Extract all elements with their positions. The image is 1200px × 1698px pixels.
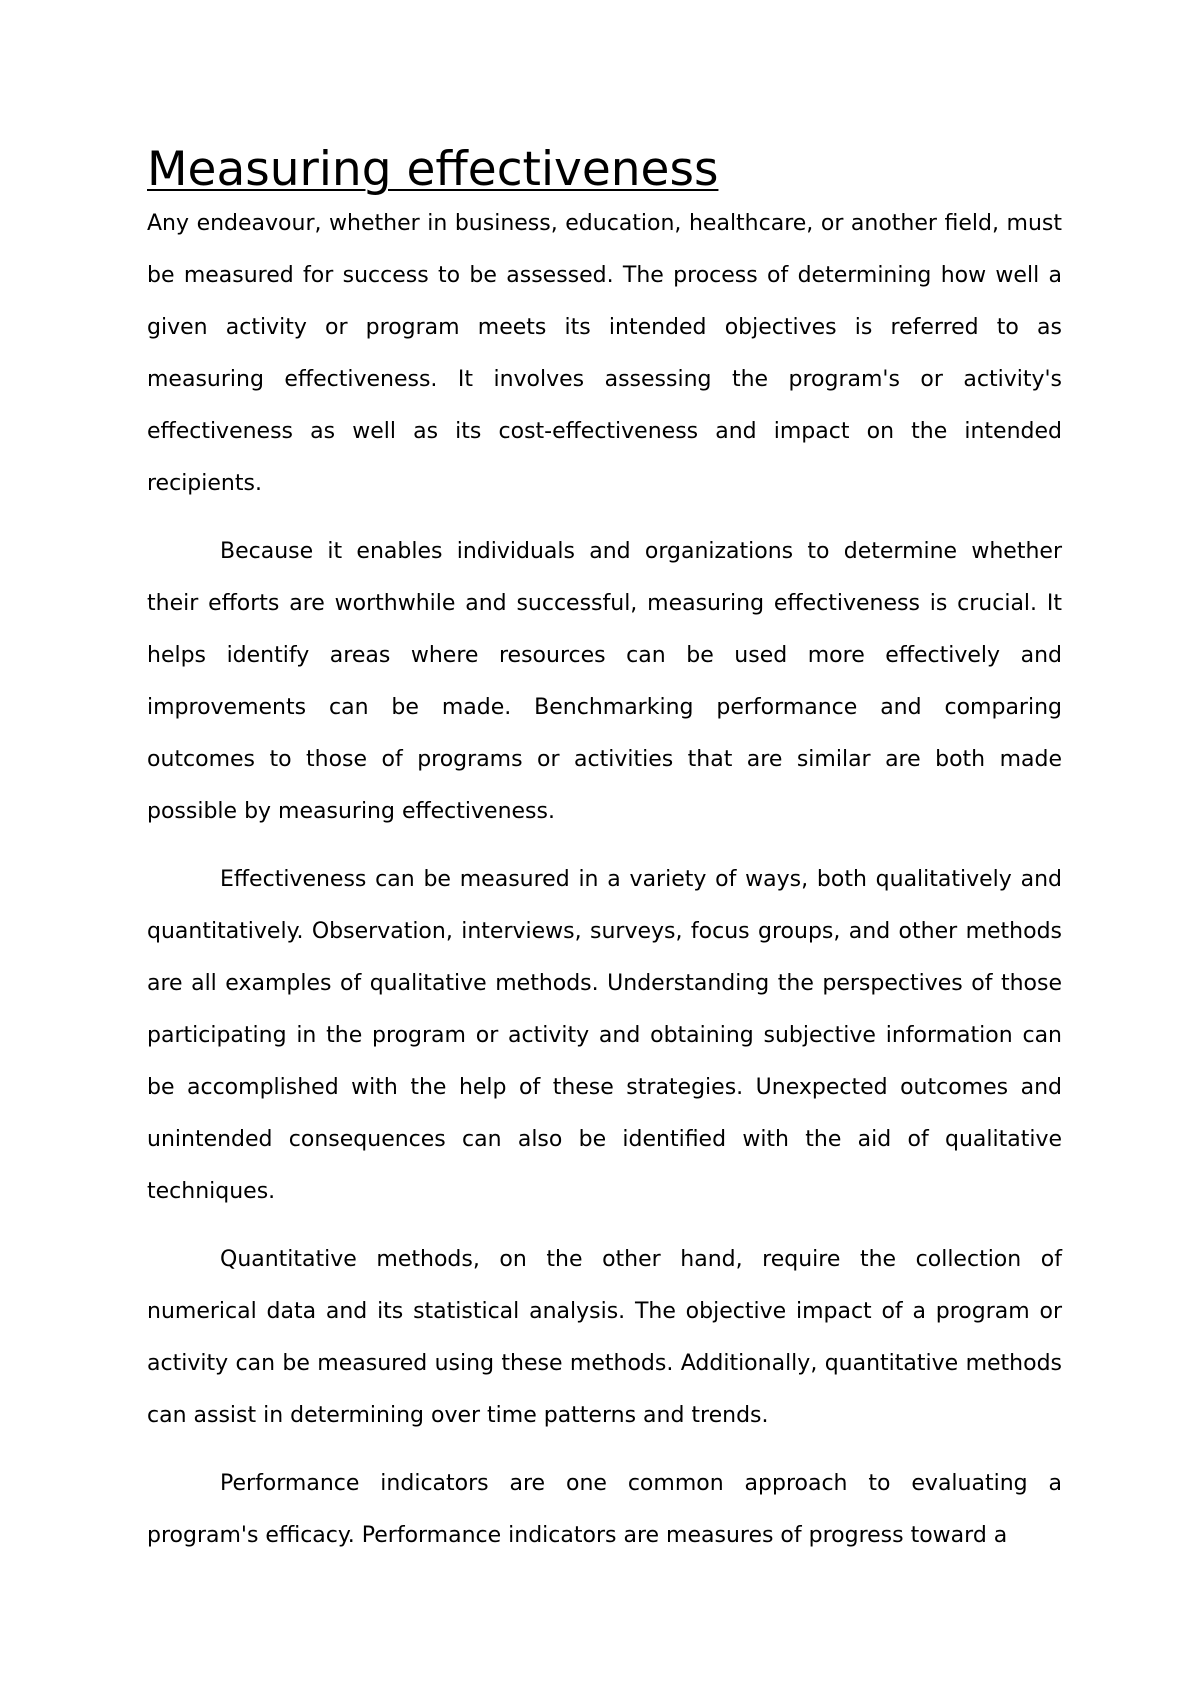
paragraph-2: Because it enables individuals and organizations to determine whether their efforts are worthwhile and successful, measuring effectiveness is crucial. It helps identify areas where resources can be used more effectively and improvements can be made. Benchmarking performance and comparing outcomes to those of programs or activities that are similar are both made possible by measuring effectiveness. [147, 539, 1062, 824]
paragraph-4: Quantitative methods, on the other hand, require the collection of numerical data and its statistical analysis. The objective impact of a program or activity can be measured using these methods. Additionally, quantitative methods can assist in determining over time patterns and trends. [147, 1247, 1062, 1428]
document-page [147, 140, 1062, 1562]
paragraph-1: Any endeavour, whether in business, education, healthcare, or another field, must be measured for success to be assessed. The process of determining how well a given activity or program meets its intended objectives is referred to as measuring effectiveness. It involves assessing the program's or activity's effectiveness as well as its cost-effectiveness and impact on the intended recipients. [147, 211, 1062, 496]
document-title: Measuring effectiveness [147, 142, 719, 197]
paragraph-3: Effectiveness can be measured in a variety of ways, both qualitatively and quantitatively. Observation, interviews, surveys, focus groups, and other methods are all examples of qualitative methods. Understanding the perspectives of those participating in the program or activity and obtaining subjective information can be accomplished with the help of these strategies. Unexpected outcomes and unintended consequences can also be identified with the aid of qualitative techniques. [147, 867, 1062, 1204]
paragraph-5: Performance indicators are one common approach to evaluating a program's efficacy. Performance indicators are measures of progress toward a [147, 1471, 1062, 1548]
